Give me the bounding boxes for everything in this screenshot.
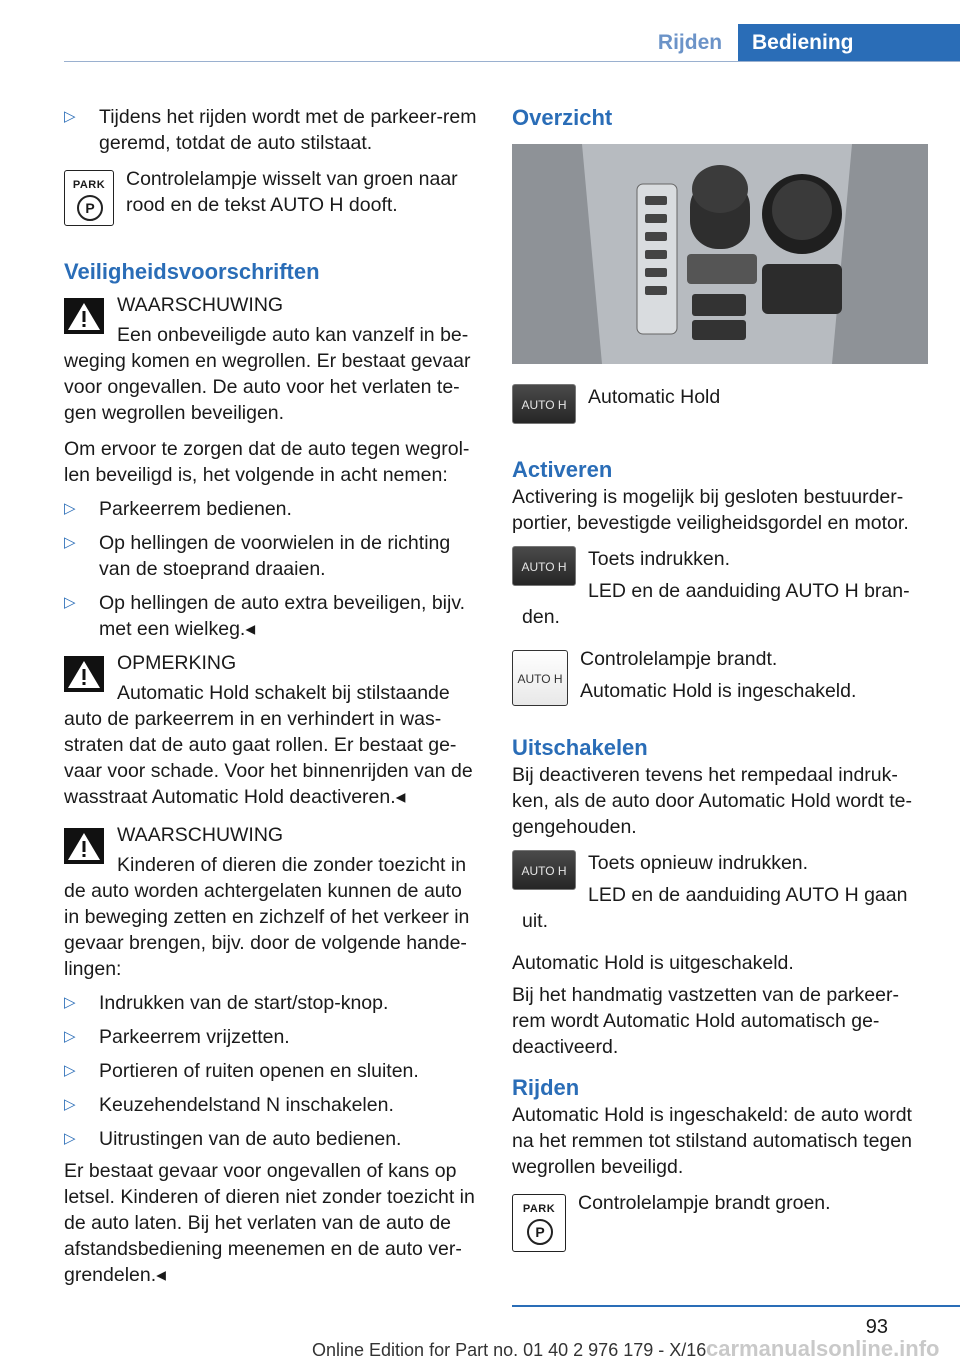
lamp-line: Automatic Hold is ingeschakeld. xyxy=(580,680,857,702)
paragraph: Automatic Hold is uitgeschakeld. xyxy=(512,952,794,974)
note-block xyxy=(64,650,480,810)
page-number: 93 xyxy=(865,1316,888,1338)
bullet-text: Tijdens het rijden wordt met de parkeer-rem geremd, totdat de auto stilstaat. xyxy=(99,106,477,154)
warning-icon xyxy=(64,656,104,692)
instruction-block xyxy=(512,546,932,630)
paragraph: Automatic Hold is ingeschakeld: de auto wordt na het remmen tot stilstand automatisch tegen wegrollen beveiligd. xyxy=(512,1104,912,1178)
console-illustration xyxy=(512,144,928,364)
warning-text: Een onbeveiligde auto kan vanzelf in be-weging komen en wegrollen. Er bestaat gevaar voor ongevallen. De auto voor het verlaten te-gen wegrollen beveiligen. xyxy=(64,324,471,424)
watermark: carmanualsonline.info xyxy=(706,1336,940,1361)
list-item: ▷ Parkeerrem bedienen. xyxy=(64,498,292,520)
footer-rule xyxy=(512,1305,960,1307)
auto-h-button-icon: AUTO H xyxy=(512,546,576,586)
list-item: ▷ Uitrustingen van de auto bedienen. xyxy=(64,1128,402,1150)
instruction-line: LED en de aanduiding AUTO H gaan uit. xyxy=(522,884,908,932)
heading-activate: Activeren xyxy=(512,457,613,482)
warning-icon xyxy=(64,828,104,864)
right-column xyxy=(512,104,932,1256)
warning-block xyxy=(64,292,480,426)
lamp-line: Controlelampje brandt groen. xyxy=(578,1192,831,1214)
paragraph: Activering is mogelijk bij gesloten bestuurder-portier, bevestigde veiligheidsgordel en motor. xyxy=(512,486,909,534)
heading-deactivate: Uitschakelen xyxy=(512,735,648,760)
list-item: ▷ Portieren of ruiten openen en sluiten. xyxy=(64,1060,419,1082)
paragraph: Om ervoor te zorgen dat de auto tegen wegrol-len beveiligd is, het volgende in acht nemen: xyxy=(64,438,470,486)
auto-h-button-icon: AUTO H xyxy=(512,384,576,424)
left-column xyxy=(64,104,480,1288)
indicator-text: Controlelampje wisselt van groen naar rood en de tekst AUTO H dooft. xyxy=(126,168,458,216)
lamp-block xyxy=(512,646,932,710)
console-photo xyxy=(512,144,928,364)
tab-rijden: Rijden xyxy=(657,31,723,54)
header-rule xyxy=(64,61,960,62)
warning-title: WAARSCHUWING xyxy=(117,294,284,316)
auto-h-lamp-icon: AUTO H xyxy=(512,650,568,706)
bullet-item xyxy=(64,104,480,156)
warning-title: WAARSCHUWING xyxy=(117,824,284,846)
park-indicator-icon: PARK P xyxy=(512,1194,566,1252)
list-item: ▷ Indrukken van de start/stop-knop. xyxy=(64,992,389,1014)
lamp-line: Controlelampje brandt. xyxy=(580,648,778,670)
instruction-line: Toets opnieuw indrukken. xyxy=(588,852,809,874)
list-item: ▷ Parkeerrem vrijzetten. xyxy=(64,1026,290,1048)
warning-icon xyxy=(64,298,104,334)
warning-block-2 xyxy=(64,822,480,982)
instruction-line: Toets indrukken. xyxy=(588,548,730,570)
list-item: ▷ Op hellingen de voorwielen in de richting van de stoeprand draaien. xyxy=(64,532,451,580)
note-text: Automatic Hold schakelt bij stilstaande auto de parkeerrem in en verhindert in was-straten dat de auto gaat rollen. Er bestaat ge-vaar voor schade. Voor het binnenrijden van de wasstraat Automatic Hold deactiveren.◂ xyxy=(64,682,473,808)
heading-driving: Rijden xyxy=(512,1075,580,1100)
heading-safety: Veiligheidsvoorschriften xyxy=(64,259,320,284)
note-title: OPMERKING xyxy=(117,652,237,674)
photo-caption: Automatic Hold xyxy=(588,386,721,408)
warning-text: Kinderen of dieren die zonder toezicht in de auto worden achtergelaten kunnen de auto in beweging zetten en zichzelf of het verkeer in gevaar brengen, bijv. door de volgende hande-lingen: xyxy=(64,854,470,980)
park-indicator-icon: PARK P xyxy=(64,170,114,226)
instruction-line: LED en de aanduiding AUTO H bran-den. xyxy=(522,580,910,628)
heading-overview: Overzicht xyxy=(512,105,613,130)
auto-h-button-icon: AUTO H xyxy=(512,850,576,890)
list-item: ▷ Keuzehendelstand N inschakelen. xyxy=(64,1094,394,1116)
edition-note: Online Edition for Part no. 01 40 2 976 179 - X/16 xyxy=(312,1340,707,1360)
lamp-block xyxy=(512,1190,932,1256)
bullet-triangle-icon: ▷ xyxy=(64,108,76,125)
paragraph: Er bestaat gevaar voor ongevallen of kans op letsel. Kinderen of dieren niet zonder toezicht in de auto laten. Bij het verlaten van de auto de afstandsbediening meenemen en de auto ver-grendelen.◂ xyxy=(64,1160,475,1286)
paragraph: Bij deactiveren tevens het rempedaal indruk-ken, als de auto door Automatic Hold wordt te-gengehouden. xyxy=(512,764,912,838)
paragraph: Bij het handmatig vastzetten van de parkeer-rem wordt Automatic Hold automatisch ge-deactiveerd. xyxy=(512,984,899,1058)
list-item: ▷ Op hellingen de auto extra beveiligen, bijv. met een wielkeg.◂ xyxy=(64,592,466,640)
instruction-block xyxy=(512,850,932,934)
indicator-block xyxy=(64,166,480,230)
caption-block xyxy=(512,382,932,428)
tab-bediening: Bediening xyxy=(738,24,960,62)
